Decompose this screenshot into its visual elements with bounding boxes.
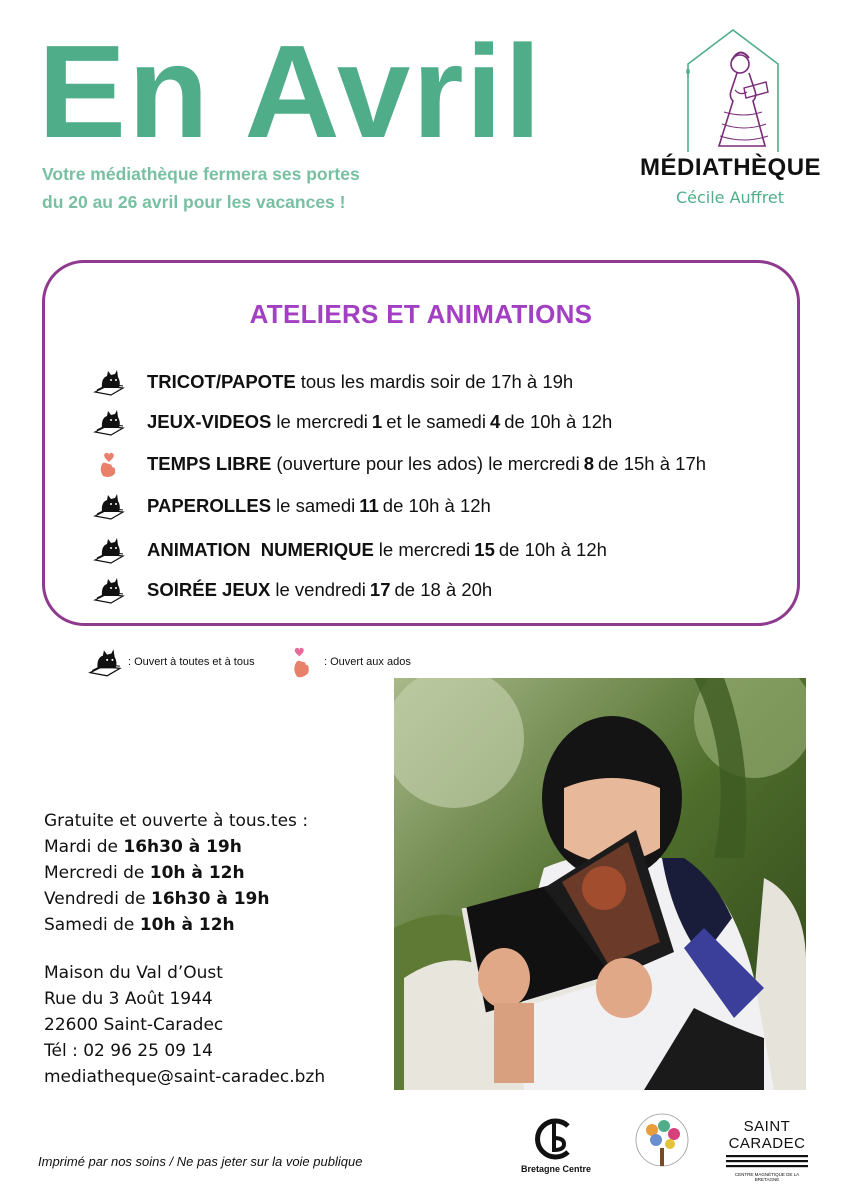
address-line3: 22600 Saint-Caradec [44,1015,224,1035]
cat-book-icon [93,492,125,520]
photo-girl-reading [394,678,806,1090]
print-note: Imprimé par nos soins / Ne pas jeter sur la voie publique [38,1154,363,1169]
hours-day: Mercredi de [44,863,145,883]
page-title: En Avril [38,18,544,165]
workshop-schedule: le samedi [276,495,356,516]
bretagne-centre-logo-icon [516,1112,596,1164]
library-logo [640,24,820,214]
hours-time: 16h30 à 19h [123,837,242,857]
cat-book-icon [93,536,125,564]
workshop-schedule: de 10h à 12h [382,495,491,516]
workshop-schedule: le vendredi [275,579,366,600]
workshop-day: 17 [369,579,391,600]
stripes-icon [724,1154,810,1170]
workshop-schedule: de 15h à 17h [598,453,707,474]
hours-row [44,834,308,860]
workshop-item [93,575,793,605]
workshop-schedule: le mercredi [378,539,471,560]
heart-hand-icon [288,642,318,682]
partner-logo-tree [630,1112,694,1178]
workshop-schedule: de 10h à 12h [498,539,607,560]
partner-logo-bretagne-centre [516,1112,596,1178]
workshop-schedule: tous les mardis soir de 17h à 19h [300,371,574,392]
closure-notice-line1: Votre médiathèque fermera ses portes [42,164,360,184]
workshop-name: PAPEROLLES [147,495,272,516]
workshop-day: 15 [474,539,495,560]
workshop-item [93,491,793,521]
workshop-name: SOIRÉE JEUX [147,579,271,600]
hours-row [44,912,308,938]
workshop-schedule: (ouverture pour les ados) le mercredi [276,453,580,474]
logo-name: MÉDIATHÈQUE [640,154,822,181]
workshop-day: 4 [489,411,501,432]
hours-day: Vendredi de [44,889,146,909]
heart-hand-icon [93,450,125,478]
house-woman-reading-icon [640,24,820,154]
workshop-item [93,367,793,397]
workshop-schedule: le mercredi [276,411,368,432]
partner-saint-caradec-sub: CENTRE MAGNÉTIQUE DE LA BRETAGNE [734,1172,800,1182]
address-line2: Rue du 3 Août 1944 [44,989,213,1009]
hours-time: 10h à 12h [149,863,245,883]
workshop-day: 11 [359,495,379,516]
partner-line1: SAINT [743,1118,791,1135]
workshops-box [42,260,800,626]
workshops-heading: ATELIERS ET ANIMATIONS [249,299,593,329]
address-line1: Maison du Val d’Oust [44,963,223,983]
workshop-name: TRICOT/PAPOTE [147,371,296,392]
cat-book-icon [93,408,125,436]
legend-teens-label: : Ouvert aux ados [324,656,411,668]
logo-subname: Cécile Auffret [675,188,785,207]
workshop-schedule: de 18 à 20h [394,579,493,600]
hours-time: 10h à 12h [139,915,235,935]
email-link[interactable]: mediatheque@saint-caradec.bzh [44,1067,326,1087]
workshop-name: ANIMATION NUMERIQUE [147,539,374,560]
workshop-day: 1 [371,411,383,432]
hours-day: Samedi de [44,915,135,935]
opening-hours [44,808,308,938]
workshop-item [93,407,793,437]
hours-row [44,860,308,886]
partner-saint-caradec-title [724,1118,810,1152]
workshop-day: 8 [583,453,594,474]
workshop-item [93,449,793,479]
closure-notice [42,160,360,216]
legend-teens [288,640,411,684]
workshop-name: JEUX-VIDEOS [147,411,272,432]
hours-time: 16h30 à 19h [150,889,270,909]
cat-book-icon [93,576,125,604]
legend-all-label: : Ouvert à toutes et à tous [128,656,255,668]
legend-all [88,640,255,684]
workshop-schedule: et le samedi [386,411,486,432]
partner-logo-saint-caradec [724,1112,810,1180]
contact-address [44,960,325,1090]
closure-notice-line2: du 20 au 26 avril pour les vacances ! [42,192,346,212]
cat-book-icon [88,647,122,677]
hours-day: Mardi de [44,837,118,857]
partner-label: Bretagne Centre [520,1164,592,1174]
hours-row [44,886,308,912]
workshop-name: TEMPS LIBRE [147,453,272,474]
hours-intro: Gratuite et ouverte à tous.tes : [44,811,309,831]
cat-book-icon [93,368,125,396]
workshop-item [93,535,793,565]
girl-reading-photo [394,678,806,1090]
tree-logo-icon [630,1112,694,1178]
phone-number[interactable]: Tél : 02 96 25 09 14 [44,1041,213,1061]
partner-line2: CARADEC [728,1135,806,1152]
workshop-schedule: de 10h à 12h [504,411,613,432]
